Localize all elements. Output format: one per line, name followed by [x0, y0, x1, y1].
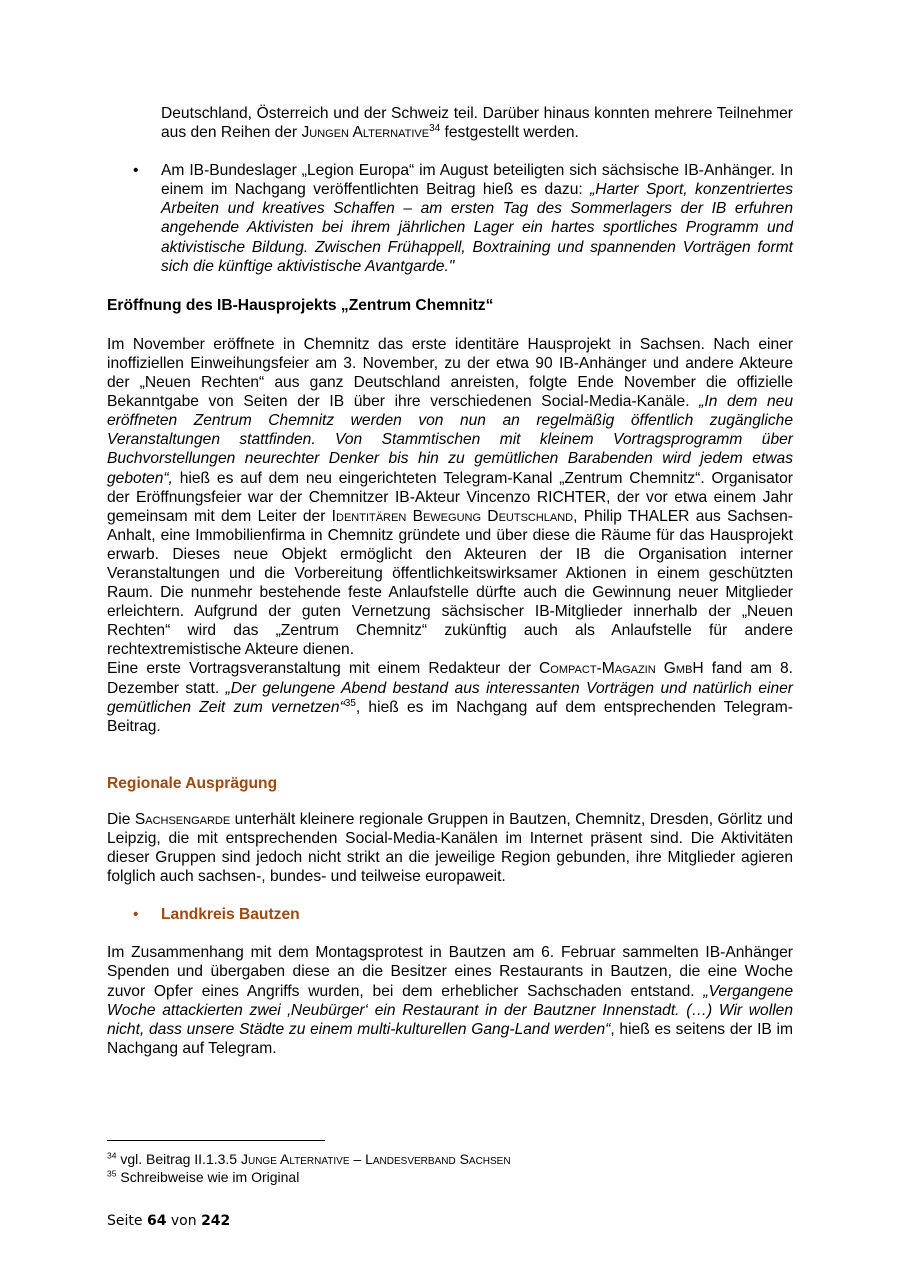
footnote-34: $^{34}$ vgl. Beitrag II.1.3.5 Junge Alternative – Landesverband Sachsen	[107, 1150, 511, 1167]
small-caps-org: Identitären Bewegung Deutschland	[331, 507, 574, 525]
section-heading-zentrum-chemnitz: Eröffnung des IB-Hausprojekts „Zentrum Chemnitz“	[107, 296, 494, 314]
bullet-icon: •	[133, 162, 139, 180]
small-caps-org: Junge Alternative – Landesverband Sachsen	[240, 1151, 511, 1167]
paragraph: Eine erste Vortragsveranstaltung mit einem Redakteur der Compact-Magazin GmbH fand am 8. Dezember statt. „Der gelungene Abend bestand aus interessanten Vorträgen und natürlich einer gemütlichen Zeit zum vernetzen“$^{35}$, hieß es im Nachgang auf dem entsprechenden Telegram-Beitrag.	[107, 660, 794, 735]
footnote-35: $^{35}$ Schreibweise wie im Original	[107, 1168, 300, 1185]
paragraph: Im Zusammenhang mit dem Montagsprotest in Bautzen am 6. Februar sammelten IB-Anhänger Spenden und übergaben diese an die Besitzer eines Restaurants in Bautzen, die eine Woche zuvor Opfer eines Angriffs wurden, bei dem erheblicher Sachschaden entstand. „Vergangene Woche attackierten zwei ‚Neubürger‘ ein Restaurant in der Bautzner Innenstadt. (…) Wir wollen nicht, dass unsere Städte zu einem multi-kulturellen Gang-Land werden“, hieß es seitens der IB im Nachgang auf Telegram.	[107, 944, 794, 1057]
quote: „In dem neu eröffneten Zentrum Chemnitz werden von nun an regelmäßig öffentlich zugängliche Veranstaltungen stattfinden. Von Stammtischen mit kleinem Vortragsprogramm über Buchvorstellungen neurechter Denker bis hin zu gemütlichen Barabenden wird jedem etwas geboten“,	[107, 393, 794, 487]
quote: „Vergangene Woche attackierten zwei ‚Neubürger‘ ein Restaurant in der Bautzner Innenstadt. (…) Wir wollen nicht, dass unsere Städte zu einem multi-kulturellen Gang-Land werden“	[107, 982, 793, 1038]
continued-paragraph: Deutschland, Österreich und der Schweiz teil. Darüber hinaus konnten mehrere Teilnehmer aus den Reihen der Jungen Alternative$^{34}$ festgestellt werden.	[161, 105, 793, 142]
small-caps-org: Jungen Alternative	[301, 124, 430, 142]
bullet-icon: •	[133, 906, 139, 924]
quote: „Harter Sport, konzentriertes Arbeiten und kreatives Schaffen – am ersten Tag des Sommerlagers der IB erfuhren angehende Aktivisten bei ihrem jährlichen Lager ein hartes sportliches Programm und aktivistische Bildung. Zwischen Frühappell, Boxtraining und spannenden Vorträgen formt sich die künftige aktivistische Avantgarde."	[161, 181, 793, 275]
small-caps-org: Compact-Magazin GmbH	[539, 660, 704, 678]
page-body	[107, 104, 793, 1058]
footnote-divider	[107, 1140, 325, 1141]
footnote-ref-35[interactable]: 35	[344, 697, 356, 709]
subsection-bullet	[107, 905, 793, 924]
paragraph: Im November eröffnete in Chemnitz das erste identitäre Hausprojekt in Sachsen. Nach einer inoffiziellen Einweihungsfeier am 3. November, zu der etwa 90 IB-Anhänger und andere Akteure der „Neuen Rechten“ aus ganz Deutschland anreisten, folgte Ende November die offizielle Bekanntgabe von Seiten der IB über ihre verschiedenen Social-Media-Kanäle. „In dem neu eröffneten Zentrum Chemnitz werden von nun an regelmäßig öffentlich zugängliche Veranstaltungen stattfinden. Von Stammtischen mit kleinem Vortragsprogramm über Buchvorstellungen neurechter Denker bis hin zu gemütlichen Barabenden wird jedem etwas geboten“, hieß es auf dem neu eingerichteten Telegram-Kanal „Zentrum Chemnitz“. Organisator der Eröffnungsfeier war der Chemnitzer IB-Akteur Vincenzo RICHTER, der vor etwa einem Jahr gemeinsam mit dem Leiter der Identitären Bewegung Deutschland, Philip THALER aus Sachsen-Anhalt, eine Immobilienfirma in Chemnitz gründete und über diese die Räume für das Hausprojekt erwarb. Dieses neue Objekt ermöglicht den Akteuren der IB die Organisation interner Veranstaltungen und die Vorbereitung öffentlichkeitswirksamer Aktionen in einem geschützten Raum. Die nunmehr bestehende feste Anlaufstelle dürfte auch die Gewinnung neuer Mitglieder erleichtern. Aufgrund der guten Vernetzung sächsischer IB-Mitglieder innerhalb der „Neuen Rechten“ wird das „Zentrum Chemnitz“ zukünftig auch als Anlaufstelle für andere rechtextremistische Akteure dienen.	[107, 335, 794, 659]
footnote-ref-34[interactable]: 34	[429, 122, 441, 134]
footnotes	[107, 1150, 793, 1186]
quote: „Der gelungene Abend bestand aus interessanten Vorträgen und natürlich einer gemütlichen Zeit zum vernetzen“	[107, 679, 793, 716]
page-number: Seite 64 von 242	[107, 1213, 231, 1229]
subsection-heading-landkreis-bautzen: Landkreis Bautzen	[161, 906, 300, 924]
section-heading-regionale-auspraegung: Regionale Ausprägung	[107, 774, 278, 792]
paragraph: Die Sachsengarde unterhält kleinere regionale Gruppen in Bautzen, Chemnitz, Dresden, Görlitz und Leipzig, die mit entsprechenden Social-Media-Kanälen im Internet präsent sind. Die Aktivitäten dieser Gruppen sind jedoch nicht strikt an die jeweilige Region gebunden, ihre Mitglieder agieren folglich auch sachsen-, bundes- und teilweise europaweit.	[107, 810, 793, 886]
small-caps-org: Sachsengarde	[134, 810, 231, 828]
bullet-text: Am IB-Bundeslager „Legion Europa“ im August beteiligten sich sächsische IB-Anhänger. In einem im Nachgang veröffentlichten Beitrag hieß es dazu: „Harter Sport, konzentriertes Arbeiten und kreatives Schaffen – am ersten Tag des Sommerlagers der IB erfuhren angehende Aktivisten bei ihrem jährlichen Lager ein hartes sportliches Programm und aktivistische Bildung. Zwischen Frühappell, Boxtraining und spannenden Vorträgen formt sich die künftige aktivistische Avantgarde."	[161, 162, 793, 275]
bullet-item	[107, 161, 793, 276]
